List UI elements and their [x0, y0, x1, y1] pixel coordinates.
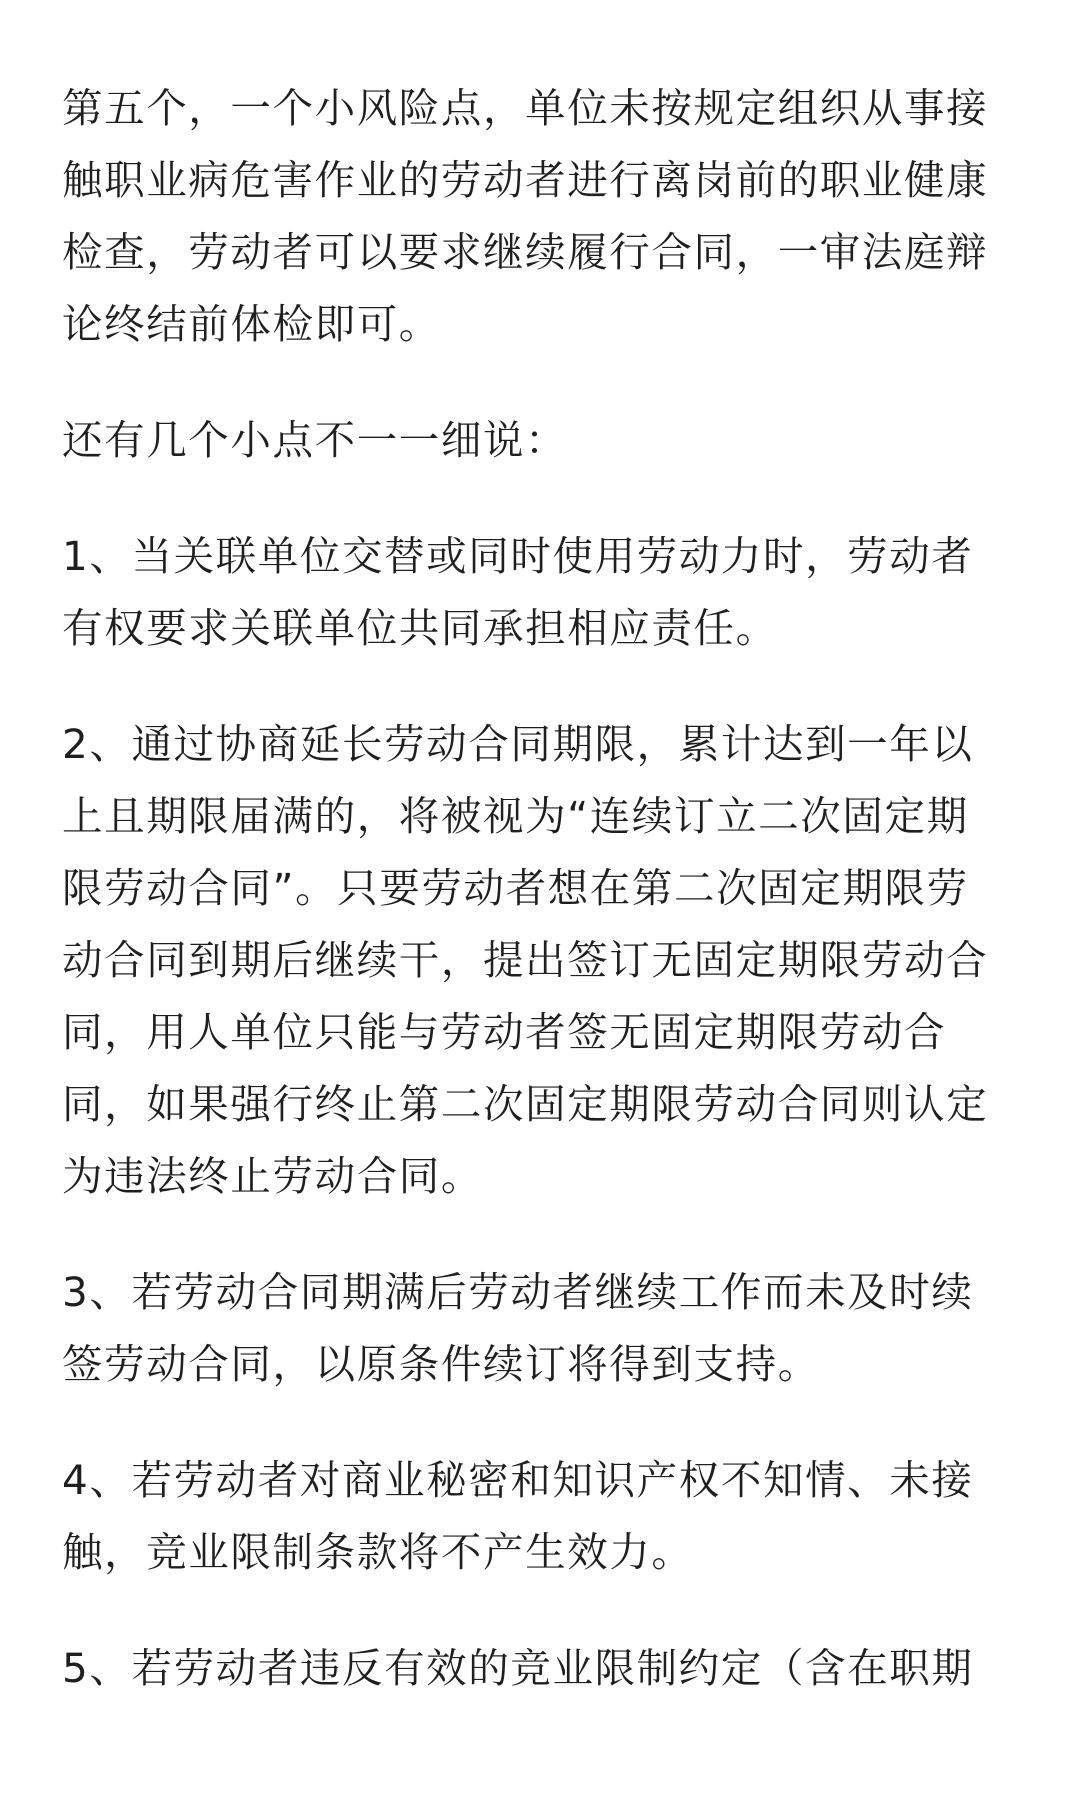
paragraph-gap: [62, 1588, 1028, 1632]
text-line: 1、当关联单位交替或同时使用劳动力时，劳动者: [62, 532, 974, 580]
paragraph-gap: [62, 360, 1028, 404]
text-line: 限劳动合同”。只要劳动者想在第二次固定期限劳: [62, 864, 969, 912]
text-line: 检查，劳动者可以要求继续履行合同，一审法庭辩: [62, 228, 989, 276]
text-line: 触，竞业限制条款将不产生效力。: [62, 1528, 694, 1576]
paragraph-intro-minor-points: [62, 404, 1028, 476]
article-body: [62, 72, 1028, 1704]
paragraph-point-4: [62, 1444, 1028, 1588]
text-line: 3、若劳动合同期满后劳动者继续工作而未及时续: [62, 1268, 974, 1316]
paragraph-point-5: [62, 1632, 1028, 1704]
text-line: 同，用人单位只能与劳动者签无固定期限劳动合: [62, 1008, 947, 1056]
text-line: 论终结前体检即可。: [62, 300, 441, 348]
text-line: 第五个，一个小风险点，单位未按规定组织从事接: [62, 84, 989, 132]
paragraph-fifth-risk-point: [62, 72, 1028, 360]
paragraph-point-3: [62, 1256, 1028, 1400]
text-line: 签劳动合同，以原条件续订将得到支持。: [62, 1340, 820, 1388]
text-line: 上且期限届满的，将被视为“连续订立二次固定期: [62, 792, 969, 840]
text-line: 触职业病危害作业的劳动者进行离岗前的职业健康: [62, 156, 989, 204]
paragraph-gap: [62, 1400, 1028, 1444]
text-line: 5、若劳动者违反有效的竞业限制约定（含在职期: [62, 1644, 974, 1692]
paragraph-gap: [62, 1212, 1028, 1256]
paragraph-gap: [62, 476, 1028, 520]
text-line: 2、通过协商延长劳动合同期限，累计达到一年以: [62, 720, 974, 768]
text-line: 动合同到期后继续干，提出签订无固定期限劳动合: [62, 936, 989, 984]
paragraph-gap: [62, 664, 1028, 708]
text-line: 为违法终止劳动合同。: [62, 1152, 483, 1200]
text-line: 有权要求关联单位共同承担相应责任。: [62, 604, 778, 652]
text-line: 同，如果强行终止第二次固定期限劳动合同则认定: [62, 1080, 989, 1128]
paragraph-point-2: [62, 708, 1028, 1212]
paragraph-point-1: [62, 520, 1028, 664]
text-line: 还有几个小点不一一细说：: [62, 416, 568, 464]
text-line: 4、若劳动者对商业秘密和知识产权不知情、未接: [62, 1456, 974, 1504]
